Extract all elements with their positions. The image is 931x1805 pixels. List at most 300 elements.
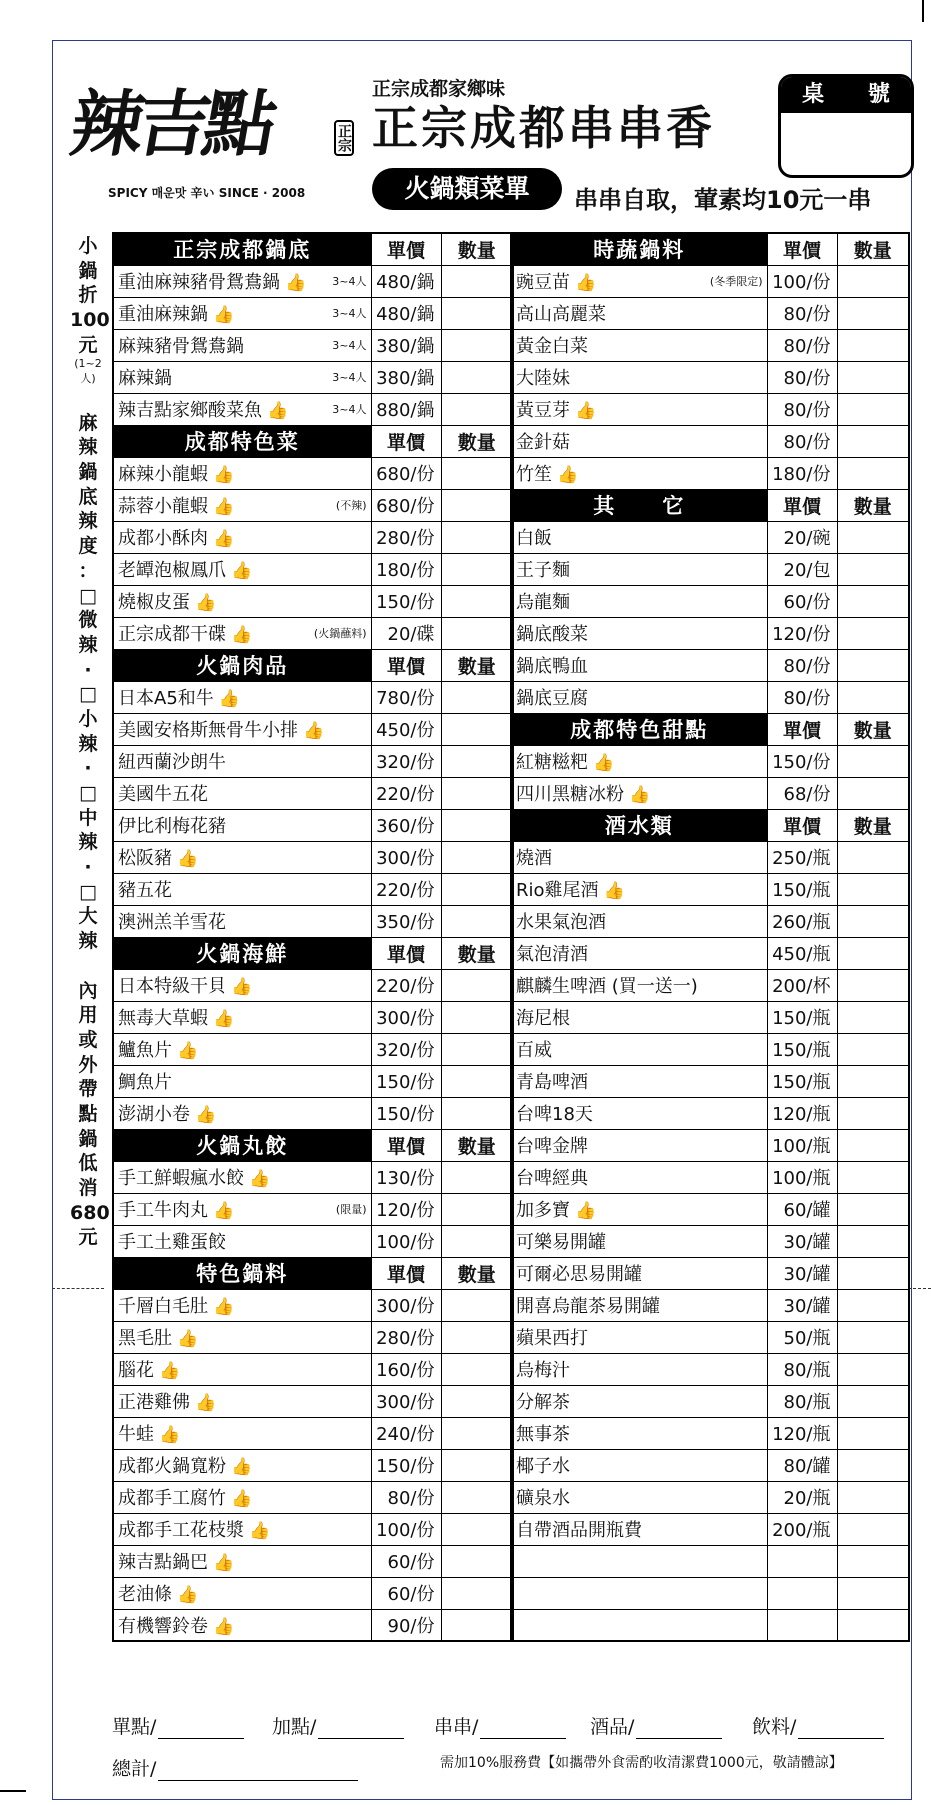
- quantity-input[interactable]: [837, 457, 909, 489]
- menu-item-name: 成都手工腐竹: [118, 1488, 226, 1509]
- menu-item-price: 150/份: [371, 1449, 441, 1481]
- menu-item-name: 美國安格斯無骨牛小排: [118, 720, 298, 741]
- menu-item-row: [113, 1033, 513, 1065]
- menu-item-cell: [113, 1417, 371, 1449]
- menu-item-row: [113, 1065, 513, 1097]
- order-field[interactable]: [272, 1712, 404, 1739]
- menu-item-price: 80/瓶: [767, 1385, 837, 1417]
- menu-item-name: 青島啤酒: [516, 1072, 588, 1093]
- order-field[interactable]: [434, 1712, 566, 1739]
- menu-item-price: 300/份: [371, 1001, 441, 1033]
- section-header: [113, 1257, 513, 1289]
- quantity-input[interactable]: [837, 1161, 909, 1193]
- quantity-input[interactable]: [441, 1065, 513, 1097]
- menu-item-cell: [113, 553, 371, 585]
- menu-item-name: 澎湖小卷: [118, 1104, 190, 1125]
- quantity-input[interactable]: [837, 521, 909, 553]
- menu-item-cell: [511, 649, 767, 681]
- quantity-input[interactable]: [837, 585, 909, 617]
- quantity-input[interactable]: [441, 489, 513, 521]
- logo-subtitle: SPICY 매운맛 辛い SINCE · 2008: [108, 186, 306, 200]
- quantity-input[interactable]: [837, 1033, 909, 1065]
- menu-item-price: 90/份: [371, 1609, 441, 1641]
- menu-item-price: 180/份: [767, 457, 837, 489]
- quantity-input[interactable]: [441, 1609, 513, 1641]
- sidebar-char: 微: [78, 609, 98, 632]
- thumbs-up-icon: 👍: [575, 273, 597, 293]
- quantity-input[interactable]: [441, 1513, 513, 1545]
- quantity-input[interactable]: [441, 841, 513, 873]
- quantity-input[interactable]: [441, 553, 513, 585]
- thumbs-up-icon: 👍: [231, 1457, 253, 1477]
- total-field[interactable]: [112, 1754, 358, 1781]
- fold-line: [52, 1288, 104, 1289]
- quantity-input[interactable]: [837, 1289, 909, 1321]
- quantity-input[interactable]: [441, 681, 513, 713]
- quantity-input[interactable]: [441, 1097, 513, 1129]
- menu-item-cell: [113, 1033, 371, 1065]
- menu-item-name: 腦花: [118, 1360, 154, 1381]
- thumbs-up-icon: 👍: [285, 273, 307, 293]
- menu-item-cell: [113, 1577, 371, 1609]
- empty-cell: [767, 1577, 837, 1609]
- quantity-input[interactable]: [441, 329, 513, 361]
- menu-item-row: [113, 617, 513, 649]
- quantity-input[interactable]: [837, 425, 909, 457]
- quantity-input[interactable]: [441, 1417, 513, 1449]
- menu-item-name: 正港雞佛: [118, 1392, 190, 1413]
- quantity-input[interactable]: [837, 1513, 909, 1545]
- menu-item-cell: [113, 1385, 371, 1417]
- menu-item-price: 100/瓶: [767, 1129, 837, 1161]
- sidebar-char: 鍋: [78, 1127, 98, 1150]
- menu-item-price: 80/份: [767, 361, 837, 393]
- price-column-header: 單價: [371, 425, 441, 457]
- menu-item-row: [511, 393, 909, 425]
- quantity-input[interactable]: [441, 1545, 513, 1577]
- sidebar-small-note: (1~2人): [74, 357, 102, 385]
- menu-item-price: 30/罐: [767, 1257, 837, 1289]
- quantity-input[interactable]: [837, 841, 909, 873]
- menu-item-cell: [113, 681, 371, 713]
- menu-item-price: 680/份: [371, 457, 441, 489]
- quantity-input[interactable]: [441, 809, 513, 841]
- quantity-input[interactable]: [441, 1225, 513, 1257]
- menu-item-row: [113, 1161, 513, 1193]
- menu-item-name: 麻辣鍋: [118, 368, 172, 389]
- quantity-input[interactable]: [837, 553, 909, 585]
- quantity-input[interactable]: [441, 297, 513, 329]
- menu-item-cell: [511, 553, 767, 585]
- menu-item-name: Rio雞尾酒: [516, 880, 599, 901]
- menu-item-name: 麒麟生啤酒 (買一送一): [516, 976, 698, 997]
- menu-item-row: [113, 777, 513, 809]
- menu-item-name: 辣吉點鍋巴: [118, 1552, 208, 1573]
- thumbs-up-icon: 👍: [195, 593, 217, 613]
- menu-item-cell: [511, 617, 767, 649]
- left-menu-table: [112, 232, 514, 1642]
- thumbs-up-icon: 👍: [177, 1585, 199, 1605]
- quantity-input[interactable]: [441, 777, 513, 809]
- quantity-input[interactable]: [837, 873, 909, 905]
- menu-item-cell: [511, 841, 767, 873]
- price-column-header: 單價: [371, 937, 441, 969]
- sidebar-char: 辣: [78, 633, 98, 656]
- menu-item-cell: [511, 457, 767, 489]
- quantity-input[interactable]: [837, 649, 909, 681]
- quantity-input[interactable]: [441, 617, 513, 649]
- menu-item-name: 蒜蓉小龍蝦: [118, 496, 208, 517]
- menu-item-price: 150/瓶: [767, 1001, 837, 1033]
- menu-item-price: 130/份: [371, 1161, 441, 1193]
- menu-item-cell: [113, 329, 371, 361]
- menu-item-row: [113, 297, 513, 329]
- menu-item-cell: [511, 1289, 767, 1321]
- menu-item-cell: [511, 329, 767, 361]
- menu-item-price: 680/份: [371, 489, 441, 521]
- menu-item-name: 可樂易開罐: [516, 1232, 606, 1253]
- quantity-input[interactable]: [441, 1161, 513, 1193]
- sidebar-char: ·: [84, 658, 92, 681]
- menu-item-price: 150/份: [371, 1097, 441, 1129]
- sidebar-char: □: [79, 782, 97, 805]
- menu-item-cell: [511, 1129, 767, 1161]
- menu-item-name: 無事茶: [516, 1424, 570, 1445]
- quantity-input[interactable]: [837, 905, 909, 937]
- sidebar-char: 中: [78, 806, 98, 829]
- quantity-input[interactable]: [837, 1001, 909, 1033]
- menu-item-price: 250/瓶: [767, 841, 837, 873]
- menu-item-cell: [113, 1545, 371, 1577]
- menu-item-row: [113, 841, 513, 873]
- menu-item-price: 20/碗: [767, 521, 837, 553]
- quantity-column-header: 數量: [837, 489, 909, 521]
- quantity-input[interactable]: [837, 1609, 909, 1641]
- sidebar-char: □: [79, 880, 97, 903]
- menu-item-price: 80/份: [767, 297, 837, 329]
- quantity-input[interactable]: [441, 905, 513, 937]
- menu-item-row: [113, 873, 513, 905]
- quantity-input[interactable]: [837, 745, 909, 777]
- menu-item-note: 3~4人: [332, 371, 367, 384]
- menu-item-cell: [113, 1097, 371, 1129]
- order-field[interactable]: [752, 1712, 884, 1739]
- quantity-input[interactable]: [837, 777, 909, 809]
- quantity-input[interactable]: [837, 1577, 909, 1609]
- menu-item-price: 80/份: [767, 649, 837, 681]
- menu-item-row: [511, 1097, 909, 1129]
- quantity-input[interactable]: [441, 969, 513, 1001]
- menu-item-cell: [113, 1161, 371, 1193]
- quantity-input[interactable]: [441, 1577, 513, 1609]
- thumbs-up-icon: 👍: [177, 849, 199, 869]
- menu-item-price: 150/份: [371, 585, 441, 617]
- menu-item-price: 120/瓶: [767, 1417, 837, 1449]
- menu-item-row: [113, 809, 513, 841]
- menu-item-price: 50/瓶: [767, 1321, 837, 1353]
- empty-cell: [511, 1545, 767, 1577]
- sidebar-char: 底: [78, 485, 98, 508]
- menu-item-name: 有機響鈴卷: [118, 1615, 208, 1637]
- sidebar-char: 消: [78, 1177, 98, 1200]
- menu-item-row: [113, 553, 513, 585]
- quantity-input[interactable]: [837, 1065, 909, 1097]
- menu-item-row: [113, 393, 513, 425]
- menu-item-name: 麻辣豬骨鴛鴦鍋: [118, 336, 244, 357]
- menu-item-cell: [511, 937, 767, 969]
- section-title: 其 它: [511, 489, 767, 521]
- menu-item-name: 燒椒皮蛋: [118, 592, 190, 613]
- menu-item-name: 蘋果西打: [516, 1328, 588, 1349]
- thumbs-up-icon: 👍: [159, 1361, 181, 1381]
- menu-item-price: 480/鍋: [371, 297, 441, 329]
- logo-wordmark: 辣吉點: [64, 81, 278, 166]
- quantity-input[interactable]: [837, 1417, 909, 1449]
- quantity-input[interactable]: [441, 1193, 513, 1225]
- menu-item-name: 鱸魚片: [118, 1040, 172, 1061]
- quantity-input[interactable]: [837, 1193, 909, 1225]
- order-field-label: 加點/: [272, 1716, 317, 1738]
- menu-item-row: [511, 1321, 909, 1353]
- menu-item-cell: [511, 1161, 767, 1193]
- menu-item-cell: [511, 425, 767, 457]
- quantity-input[interactable]: [441, 1385, 513, 1417]
- menu-item-cell: [511, 1193, 767, 1225]
- menu-item-row: [511, 1353, 909, 1385]
- menu-item-row: [113, 1289, 513, 1321]
- menu-item-cell: [511, 1353, 767, 1385]
- quantity-input[interactable]: [441, 1353, 513, 1385]
- menu-item-row: [511, 649, 909, 681]
- menu-item-name: 老罈泡椒鳳爪: [118, 560, 226, 581]
- quantity-input[interactable]: [441, 521, 513, 553]
- price-column-header: 單價: [371, 649, 441, 681]
- menu-item-cell: [511, 905, 767, 937]
- order-field-label: 飲料/: [752, 1716, 797, 1738]
- menu-item-cell: [511, 745, 767, 777]
- menu-item-row: [511, 521, 909, 553]
- menu-item-row: [113, 1545, 513, 1577]
- menu-item-name: 手工鮮蝦瘋水餃: [118, 1168, 244, 1189]
- thumbs-up-icon: 👍: [303, 721, 325, 741]
- menu-item-name: 黃金白菜: [516, 336, 588, 357]
- thumbs-up-icon: 👍: [213, 1201, 235, 1221]
- quantity-input[interactable]: [837, 1321, 909, 1353]
- quantity-column-header: 數量: [837, 713, 909, 745]
- section-header: [113, 937, 513, 969]
- quantity-input[interactable]: [837, 297, 909, 329]
- quantity-input[interactable]: [837, 1097, 909, 1129]
- menu-item-price: 68/份: [767, 777, 837, 809]
- quantity-input[interactable]: [837, 1225, 909, 1257]
- section-title: 時蔬鍋料: [511, 233, 767, 265]
- order-field[interactable]: [590, 1712, 722, 1739]
- quantity-input[interactable]: [441, 265, 513, 297]
- menu-item-row: [113, 969, 513, 1001]
- menu-item-cell: [511, 1225, 767, 1257]
- sidebar-char: 低: [78, 1152, 98, 1175]
- menu-item-note: (限量): [335, 1203, 367, 1216]
- menu-item-price: 100/份: [371, 1225, 441, 1257]
- menu-item-name: 自帶酒品開瓶費: [516, 1520, 642, 1541]
- menu-item-row: [113, 681, 513, 713]
- menu-item-cell: [113, 841, 371, 873]
- quantity-input[interactable]: [441, 1033, 513, 1065]
- menu-item-name: 王子麵: [516, 560, 570, 581]
- menu-item-row: [511, 1385, 909, 1417]
- quantity-input[interactable]: [837, 1449, 909, 1481]
- thumbs-up-icon: 👍: [231, 1489, 253, 1509]
- menu-item-price: 30/罐: [767, 1225, 837, 1257]
- price-column-header: 單價: [767, 489, 837, 521]
- menu-item-price: 320/份: [371, 745, 441, 777]
- quantity-input[interactable]: [837, 361, 909, 393]
- menu-item-price: 80/份: [767, 425, 837, 457]
- quantity-input[interactable]: [837, 1481, 909, 1513]
- quantity-input[interactable]: [837, 265, 909, 297]
- thumbs-up-icon: 👍: [249, 1169, 271, 1189]
- menu-item-row: [113, 745, 513, 777]
- menu-item-name: 可爾必思易開罐: [516, 1264, 642, 1285]
- menu-item-price: 60/罐: [767, 1193, 837, 1225]
- menu-item-row: [511, 873, 909, 905]
- menu-item-row: [511, 553, 909, 585]
- quantity-input[interactable]: [837, 937, 909, 969]
- sidebar-char: 大: [78, 905, 98, 928]
- thumbs-up-icon: 👍: [231, 625, 253, 645]
- menu-item-name: 手工土雞蛋餃: [118, 1232, 226, 1253]
- thumbs-up-icon: 👍: [177, 1329, 199, 1349]
- thumbs-up-icon: 👍: [231, 977, 253, 997]
- menu-item-name: 松阪豬: [118, 848, 172, 869]
- menu-item-name: 成都手工花枝漿: [118, 1520, 244, 1541]
- menu-item-row: [511, 1225, 909, 1257]
- sidebar-char: 680: [70, 1201, 110, 1224]
- quantity-input[interactable]: [837, 681, 909, 713]
- menu-item-name: 正宗成都干碟: [118, 624, 226, 645]
- menu-item-name: 燒酒: [516, 848, 552, 869]
- quantity-input[interactable]: [837, 1545, 909, 1577]
- menu-item-row: [113, 489, 513, 521]
- quantity-input[interactable]: [441, 361, 513, 393]
- quantity-column-header: 數量: [837, 809, 909, 841]
- quantity-input[interactable]: [441, 1289, 513, 1321]
- quantity-input[interactable]: [441, 873, 513, 905]
- menu-item-cell: [511, 1033, 767, 1065]
- menu-item-name: 麻辣小龍蝦: [118, 464, 208, 485]
- menu-item-name: 台啤經典: [516, 1168, 588, 1189]
- menu-item-note: (火鍋蘸料): [313, 627, 367, 640]
- section-header: [511, 713, 909, 745]
- quantity-input[interactable]: [441, 1481, 513, 1513]
- menu-item-row: [113, 265, 513, 297]
- menu-item-name: 重油麻辣鍋: [118, 304, 208, 325]
- quantity-column-header: 數量: [441, 1129, 513, 1161]
- menu-item-cell: [113, 1065, 371, 1097]
- menu-item-cell: [511, 393, 767, 425]
- sidebar-char: 辣: [78, 930, 98, 953]
- order-field-label: 串串/: [434, 1716, 479, 1738]
- order-field-label: 酒品/: [590, 1716, 635, 1738]
- menu-item-price: 120/瓶: [767, 1097, 837, 1129]
- menu-item-row: [511, 937, 909, 969]
- right-menu-table: [510, 232, 910, 1642]
- quantity-input[interactable]: [441, 585, 513, 617]
- quantity-input[interactable]: [837, 1129, 909, 1161]
- menu-item-row: [511, 969, 909, 1001]
- menu-item-note: (冬季限定): [709, 275, 763, 288]
- menu-item-cell: [511, 1417, 767, 1449]
- section-title: 成都特色甜點: [511, 713, 767, 745]
- quantity-input[interactable]: [441, 457, 513, 489]
- quantity-input[interactable]: [837, 617, 909, 649]
- quantity-input[interactable]: [837, 1353, 909, 1385]
- menu-item-price: 240/份: [371, 1417, 441, 1449]
- order-field[interactable]: [112, 1712, 244, 1739]
- menu-item-note: 3~4人: [332, 403, 367, 416]
- menu-item-name: 日本A5和牛: [118, 688, 214, 709]
- menu-item-price: 120/份: [371, 1193, 441, 1225]
- quantity-input[interactable]: [441, 1001, 513, 1033]
- quantity-input[interactable]: [837, 329, 909, 361]
- table-number-box[interactable]: [778, 74, 914, 178]
- sidebar-char: 辣: [78, 732, 98, 755]
- quantity-input[interactable]: [441, 393, 513, 425]
- quantity-input[interactable]: [837, 969, 909, 1001]
- quantity-column-header: 數量: [441, 1257, 513, 1289]
- menu-item-price: 80/瓶: [767, 1353, 837, 1385]
- sidebar-char: □: [79, 584, 97, 607]
- quantity-column-header: 數量: [441, 937, 513, 969]
- menu-item-price: 280/份: [371, 521, 441, 553]
- thumbs-up-icon: 👍: [218, 689, 240, 709]
- quantity-input[interactable]: [441, 1449, 513, 1481]
- menu-item-name: 氣泡清酒: [516, 944, 588, 965]
- menu-item-cell: [113, 777, 371, 809]
- menu-item-name: 伊比利梅花豬: [118, 816, 226, 837]
- quantity-input[interactable]: [441, 745, 513, 777]
- menu-item-name: 美國牛五花: [118, 784, 208, 805]
- menu-item-row: [511, 777, 909, 809]
- section-header: [511, 489, 909, 521]
- menu-item-row: [113, 1193, 513, 1225]
- menu-item-price: 60/份: [371, 1545, 441, 1577]
- quantity-input[interactable]: [837, 393, 909, 425]
- logo: [64, 81, 372, 206]
- sidebar-char: 辣: [78, 831, 98, 854]
- quantity-input[interactable]: [837, 1257, 909, 1289]
- menu-item-name: 四川黑糖冰粉: [516, 784, 624, 805]
- menu-item-cell: [113, 457, 371, 489]
- sidebar-char: □: [79, 683, 97, 706]
- menu-item-name: 豬五花: [118, 880, 172, 901]
- thumbs-up-icon: 👍: [213, 529, 235, 549]
- menu-item-name: 烏龍麵: [516, 592, 570, 613]
- menu-item-name: 辣吉點家鄉酸菜魚: [118, 400, 262, 421]
- menu-item-cell: [511, 1321, 767, 1353]
- quantity-input[interactable]: [441, 1321, 513, 1353]
- quantity-input[interactable]: [837, 1385, 909, 1417]
- menu-item-row: [113, 905, 513, 937]
- quantity-input[interactable]: [441, 713, 513, 745]
- section-title: 火鍋海鮮: [113, 937, 371, 969]
- menu-item-row: [113, 521, 513, 553]
- quantity-column-header: 數量: [837, 233, 909, 265]
- section-title: 酒水類: [511, 809, 767, 841]
- section-header: [113, 233, 513, 265]
- menu-item-name: 鍋底豆腐: [516, 688, 588, 709]
- menu-item-row: [113, 1353, 513, 1385]
